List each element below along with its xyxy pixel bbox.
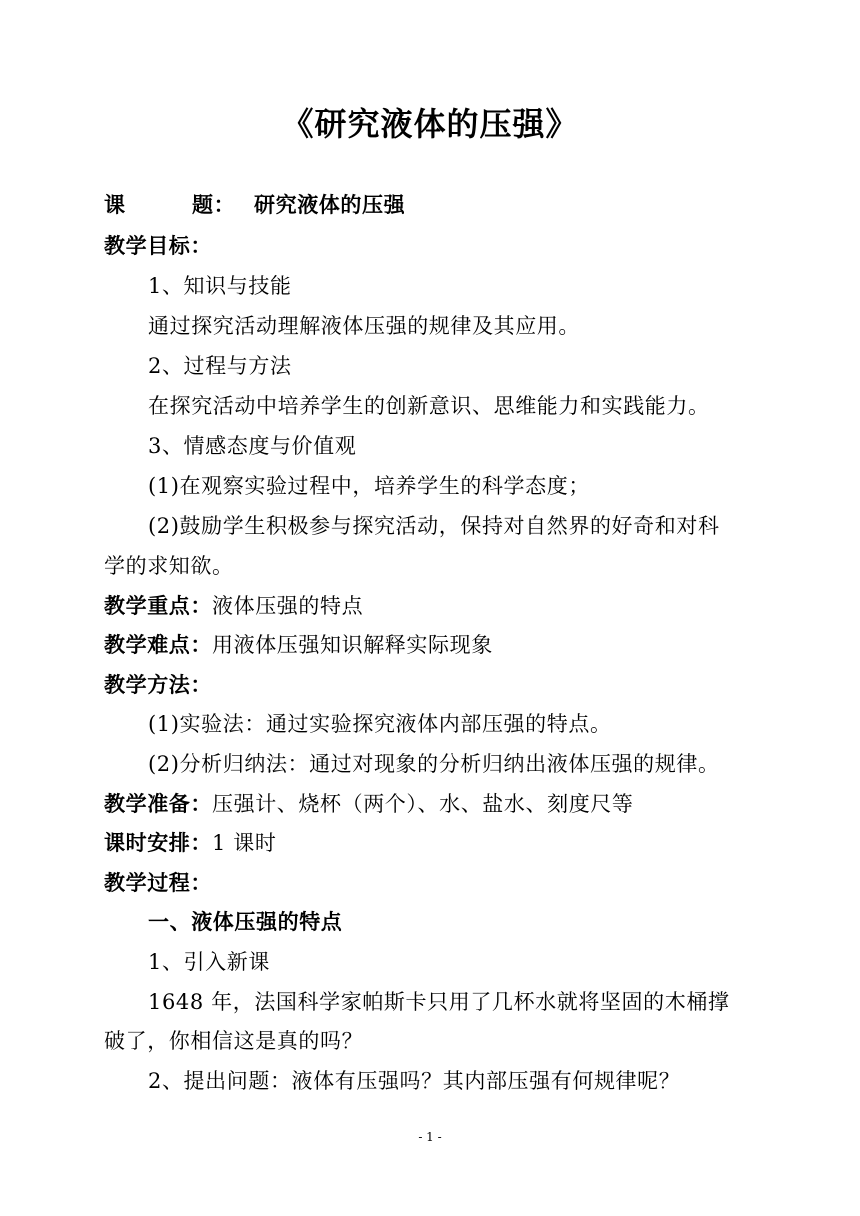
objective-2-text: 在探究活动中培养学生的创新意识、思维能力和实践能力。	[148, 394, 710, 418]
key-point-row	[104, 591, 363, 621]
method-1: (1)实验法：通过实验探究液体内部压强的特点。	[148, 712, 612, 736]
method-2: (2)分析归纳法：通过对现象的分析归纳出液体压强的规律。	[148, 752, 720, 776]
process-step-1-line-2: 破了，你相信这是真的吗？	[104, 1029, 364, 1053]
methods-heading: 教学方法：	[104, 672, 212, 697]
page-number: - 1 -	[418, 1130, 442, 1144]
topic-label	[104, 190, 254, 220]
process-step-1-title: 1、引入新课	[148, 950, 270, 974]
preparation-value: 压强计、烧杯（两个）、水、盐水、刻度尺等	[212, 792, 634, 816]
schedule-row	[104, 828, 276, 858]
process-step-1-line-1: 1648 年，法国科学家帕斯卡只用了几杯水就将坚固的木桶撑	[148, 990, 730, 1014]
key-point-value: 液体压强的特点	[212, 594, 364, 618]
objective-3-point-1: (1)在观察实验过程中，培养学生的科学态度；	[148, 474, 590, 498]
process-section-1-title: 一、液体压强的特点	[148, 909, 343, 934]
difficulty-label: 教学难点：	[104, 632, 212, 657]
process-heading: 教学过程：	[104, 870, 212, 895]
objective-1-text: 通过探究活动理解液体压强的规律及其应用。	[148, 314, 580, 338]
schedule-label: 课时安排：	[104, 830, 212, 855]
objective-3-point-2-line-1: (2)鼓励学生积极参与探究活动，保持对自然界的好奇和对科	[148, 514, 720, 538]
objective-3-point-2-line-2: 学的求知欲。	[104, 554, 234, 578]
topic-label-char1: 课	[104, 192, 126, 217]
topic-value: 研究液体的压强	[254, 192, 406, 217]
objectives-heading: 教学目标：	[104, 233, 212, 258]
objective-1-title: 1、知识与技能	[148, 274, 292, 298]
objective-2-title: 2、过程与方法	[148, 354, 292, 378]
process-step-2: 2、提出问题：液体有压强吗？其内部压强有何规律呢？	[148, 1069, 681, 1093]
preparation-label: 教学准备：	[104, 791, 212, 816]
document-title: 《研究液体的压强》	[281, 105, 579, 143]
key-point-label: 教学重点：	[104, 593, 212, 618]
objective-3-title: 3、情感态度与价值观	[148, 434, 357, 458]
preparation-row	[104, 789, 634, 819]
difficulty-row	[104, 630, 493, 660]
topic-label-char2: 题：	[192, 192, 236, 217]
schedule-value: 1 课时	[212, 831, 277, 855]
difficulty-value: 用液体压强知识解释实际现象	[212, 633, 493, 657]
topic-row	[104, 190, 405, 220]
